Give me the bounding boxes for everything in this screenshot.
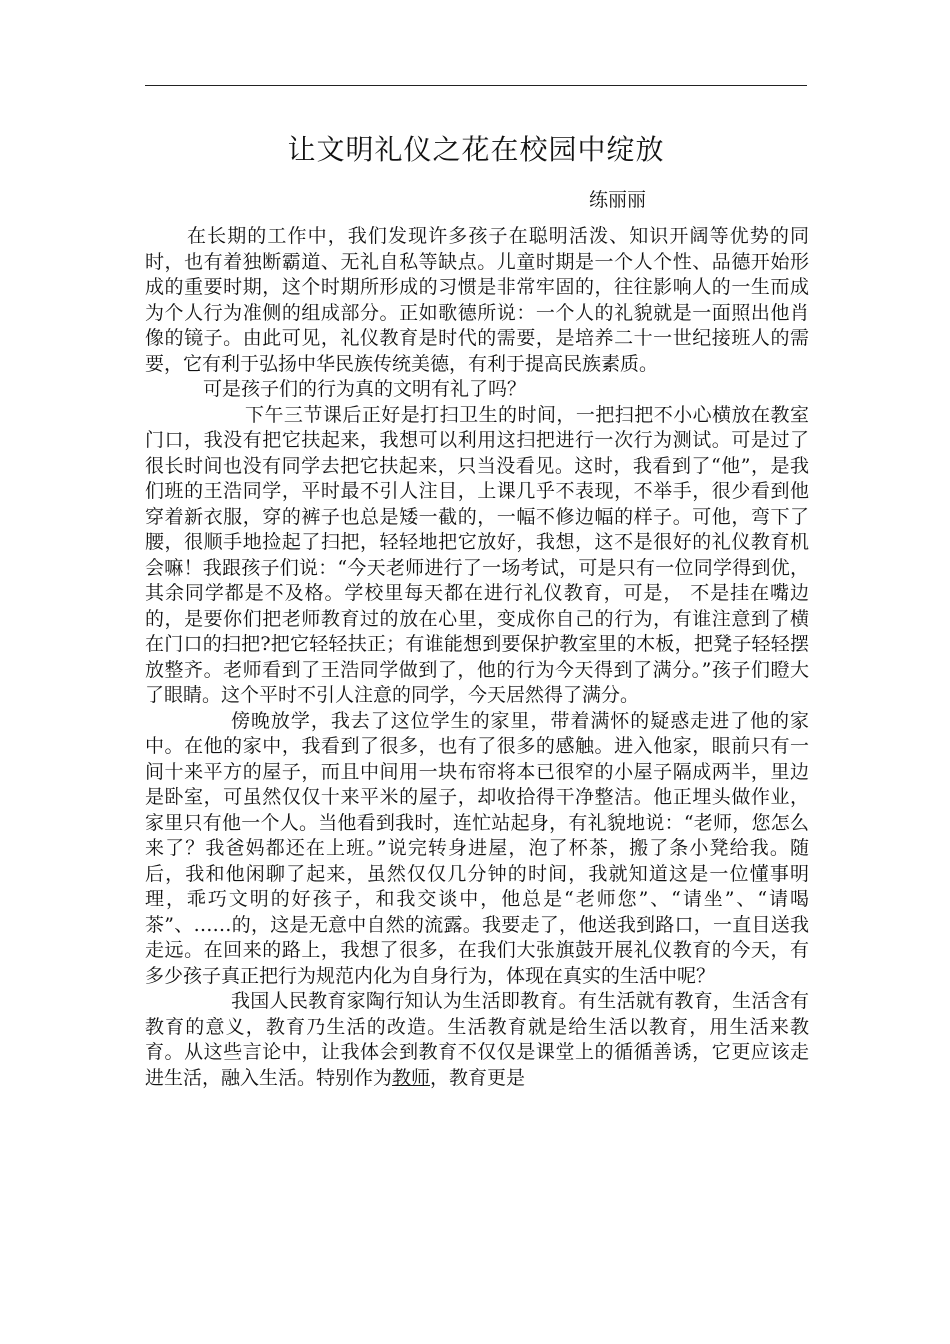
author-name: 练丽丽 bbox=[589, 189, 647, 211]
paragraph-4: 傍晚放学，我去了这位学生的家里，带着满怀的疑惑走进了他的家中。在他的家中，我看到了很多，也有了很多的感触。进入他家，眼前只有一间十来平方的屋子，而且中间用一块布帘将本已很窄的小屋子隔成两半，里边是卧室，可虽然仅仅十来平米的屋子，却收拾得干净整洁。他正埋头做作业，家里只有他一个人。当他看到我时，连忙站起身，有礼貌地说：“老师，您怎么来了？我爸妈都还在上班。”说完转身进屋，泡了杯茶，搬了条小凳给我。随后，我和他闲聊了起来，虽然仅仅几分钟的时间，我就知道这是一位懂事明理，乖巧文明的好孩子，和我交谈中，他总是“老师您”、“请坐”、“请喝茶”、……的，这是无意中自然的流露。我要走了，他送我到路口，一直目送我走远。在回来的路上，我想了很多，在我们大张旗鼓开展礼仪教育的今天，有多少孩子真正把行为规范内化为自身行为，体现在真实的生活中呢？ bbox=[145, 709, 809, 987]
paragraph-5-text: 我国人民教育家陶行知认为生活即教育。有生活就有教育，生活含有教育的意义，教育乃生活的改造。生活教育就是给生活以教育，用生活来教育。从这些言论中，让我体会到教育不仅仅是课堂上的循循善诱，它更应该走进生活，融入生活。特别作为 bbox=[145, 990, 809, 1089]
document-title: 让文明礼仪之花在校园中绽放 bbox=[287, 133, 665, 166]
header-rule bbox=[145, 85, 807, 86]
paragraph-1: 在长期的工作中，我们发现许多孩子在聪明活泼、知识开阔等优势的同时，也有着独断霸道、无礼自私等缺点。儿童时期是一个人个性、品德开始形成的重要时期，这个时期所形成的习惯是非常牢固的，往往影响人的一生而成为个人行为准侧的组成部分。正如歌德所说：一个人的礼貌就是一面照出他肖像的镜子。由此可见，礼仪教育是时代的需要，是培养二十一世纪接班人的需要，它有利于弘扬中华民族传统美德，有利于提高民族素质。 bbox=[145, 225, 809, 375]
paragraph-5 bbox=[145, 989, 809, 1091]
paragraph-5-tail: ，教育更是 bbox=[430, 1066, 526, 1089]
teacher-link[interactable]: 教师 bbox=[392, 1066, 431, 1089]
paragraph-2: 可是孩子们的行为真的文明有礼了吗？ bbox=[203, 378, 527, 400]
paragraph-3: 下午三节课后正好是打扫卫生的时间，一把扫把不小心横放在教室门口，我没有把它扶起来，我想可以利用这扫把进行一次行为测试。可是过了很长时间也没有同学去把它扶起来，只当没看见。这时，我看到了“他”，是我们班的王浩同学，平时最不引人注目，上课几乎不表现，不举手，很少看到他穿着新衣服，穿的裤子也总是矮一截的，一幅不修边幅的样子。可他，弯下了腰，很顺手地捡起了扫把，轻轻地把它放好，我想，这不是很好的礼仪教育机会嘛！我跟孩子们说：“今天老师进行了一场考试，可是只有一位同学得到优，其余同学都是不及格。学校里每天都在进行礼仪教育，可是， 不是挂在嘴边的，是要你们把老师教育过的放在心里，变成你自己的行为，有谁注意到了横在门口的扫把?把它轻轻扶正；有谁能想到要保护教室里的木板，把凳子轻轻摆放整齐。老师看到了王浩同学做到了，他的行为今天得到了满分。”孩子们瞪大了眼睛。这个平时不引人注意的同学，今天居然得了满分。 bbox=[145, 403, 809, 706]
document-body bbox=[145, 224, 809, 1091]
